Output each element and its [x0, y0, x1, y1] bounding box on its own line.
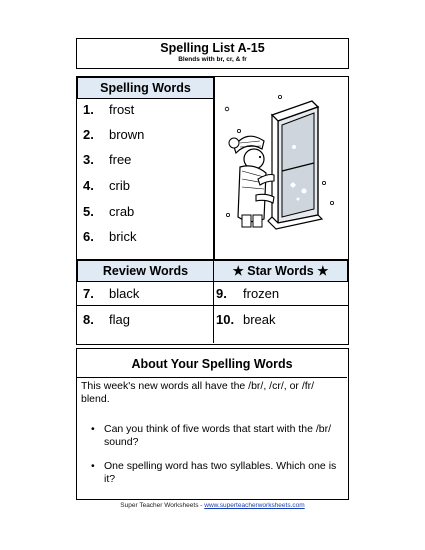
list-item — [83, 178, 130, 194]
spelling-word: brick — [109, 229, 137, 244]
list-item — [216, 312, 276, 328]
spelling-word: crib — [109, 178, 130, 193]
item-number: 9. — [216, 286, 227, 301]
item-number: 1. — [83, 102, 94, 117]
spelling-word: brown — [109, 127, 145, 142]
item-number: 3. — [83, 152, 94, 167]
footer-link[interactable]: www.superteacherworksheets.com — [204, 502, 305, 509]
list-item — [91, 423, 343, 449]
item-number: 6. — [83, 229, 94, 244]
list-item — [83, 229, 136, 245]
list-item — [83, 102, 134, 118]
star-word: break — [243, 312, 276, 327]
review-word: flag — [109, 312, 130, 327]
item-number: 8. — [83, 312, 94, 327]
list-item — [83, 286, 139, 302]
spelling-words-heading: Spelling Words — [77, 77, 214, 99]
about-intro-text: This week's new words all have the /br/, /cr/, or /fr/ blend. — [81, 380, 315, 405]
list-item — [83, 152, 131, 168]
page-subtitle: Blends with br, cr, & fr — [178, 56, 247, 63]
about-heading: About Your Spelling Words — [131, 357, 293, 371]
divider — [77, 305, 348, 306]
item-number: 2. — [83, 127, 94, 142]
about-box — [76, 348, 349, 500]
spelling-word: free — [109, 152, 132, 167]
list-item — [83, 127, 144, 143]
divider — [213, 77, 215, 261]
spelling-word: crab — [109, 204, 135, 219]
item-number: 4. — [83, 178, 94, 193]
item-number: 10. — [216, 312, 235, 327]
list-item — [83, 204, 134, 220]
word-lists-box — [76, 76, 349, 345]
star-words-heading: ★ Star Words ★ — [213, 260, 348, 282]
review-words-heading: Review Words — [77, 260, 214, 282]
footer-text: Super Teacher Worksheets - — [120, 502, 205, 509]
spelling-word: frost — [109, 102, 135, 117]
page-title: Spelling List A-15 — [160, 41, 265, 55]
question-text: Can you think of five words that start with the /br/ sound? — [104, 423, 332, 448]
list-item — [216, 286, 279, 302]
divider — [77, 377, 347, 378]
star-word: frozen — [243, 286, 280, 301]
bullet-icon: • — [91, 460, 95, 472]
bullet-icon: • — [91, 423, 95, 435]
title-box — [76, 38, 349, 69]
item-number: 7. — [83, 286, 94, 301]
footer — [0, 502, 425, 509]
question-text: One spelling word has two syllables. Which one is it? — [104, 460, 337, 485]
review-word: black — [109, 286, 140, 301]
item-number: 5. — [83, 204, 94, 219]
list-item — [83, 312, 130, 328]
divider — [213, 281, 214, 343]
list-item — [91, 460, 343, 486]
child-at-frosty-window-icon — [220, 87, 342, 237]
